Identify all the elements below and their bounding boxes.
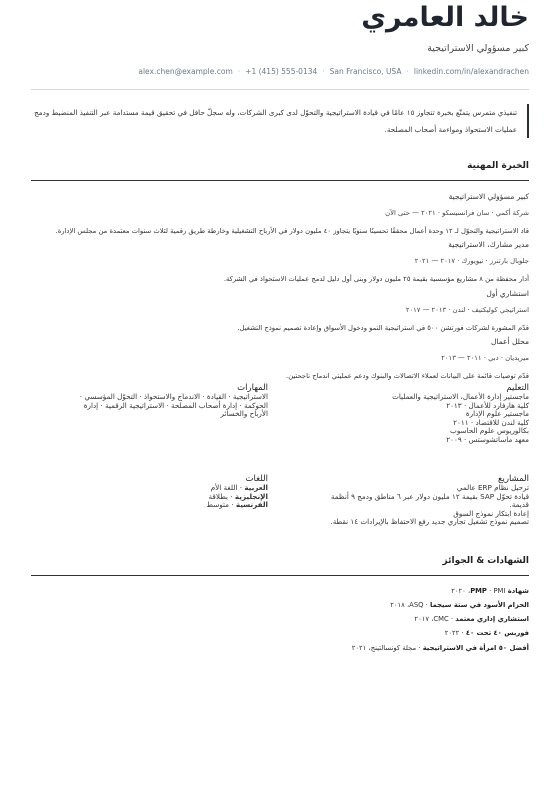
cert-detail: ASQ، ٢٠١٨ [390,601,424,609]
project-line: قيادة تحوّل SAP بقيمة ١٢ مليون دولار عبر ٦ مناطق ودمج ٩ أنظمة [330,491,529,501]
education-section [299,383,529,445]
job-role: مدير مشارك، الاستراتيجية [448,240,529,249]
language-name: العربية [244,483,268,492]
candidate-name: خالد العامري [361,2,529,33]
language-name: الفرنسية [235,500,268,510]
education-line: كلية هارفارد للأعمال · ٢٠١٣ [446,400,529,410]
education-line: بكالوريوس علوم الحاسوب [450,426,529,436]
contact-linkedin[interactable]: linkedin.com/in/alexandrachen [413,67,529,76]
cert-name: الحزام الأسود في ستة سيجما [430,601,529,609]
language-item [32,501,268,510]
cert-detail: ٢٠٢٢ [444,629,460,637]
cert-detail: مجلة كونسالتينج، ٢٠٢١ [351,644,417,652]
cert-name: فوربس ٤٠ تحت ٤٠ [465,629,529,637]
contact-separator: · [406,67,409,76]
skills-line: الاستراتيجية · القيادة · الاندماج والاستحواذ · التحوّل المؤسسي · [79,392,268,401]
cert-separator: · [489,587,492,595]
candidate-role: كبير مسؤولي الاستراتيجية [427,43,529,54]
education-title: التعليم [506,383,529,393]
contact-email[interactable]: alex.chen@example.com [138,67,233,76]
skills-section [32,383,268,419]
job-role: كبير مسؤولي الاستراتيجية [448,192,529,201]
job-description: أدار محفظة من ٨ مشاريع مؤسسية بقيمة ٢٥ مليون دولار وبنى أول دليل لدمج عمليات الاستحواذ في الشركة. [223,275,529,283]
cert-item [390,601,529,609]
skills-title: المهارات [237,383,268,393]
contact-separator: · [237,67,241,76]
language-name: الإنجليزية [234,491,268,501]
job-role: محلل أعمال [490,337,529,346]
cert-name: أفضل ٥٠ امرأة في الاستراتيجية [422,644,529,652]
project-line: قديمة. [509,500,529,510]
languages-title: اللغات [245,474,268,484]
cert-separator: · [425,601,428,609]
contact-phone[interactable]: +1 (415) 555-0134 [245,67,318,76]
project-line: تصميم نموذج تشغيل تجاري جديد رفع الاحتفاظ بالإيرادات ١٤ نقطة. [330,517,529,527]
job-description: قدّم توصيات قائمة على البيانات لعملاء الاتصالات والبنوك ودعم عمليتي اندماج ناجحتين. [286,372,529,380]
education-line: كلية لندن للاقتصاد · ٢٠١١ [453,417,529,427]
cert-name: استشاري إداري معتمد [455,615,529,623]
project-line: إعادة ابتكار نموذج السوق [453,508,529,518]
contact-line [138,67,529,76]
projects-title: المشاريع [497,474,529,484]
job-role: استشاري أول [486,289,529,298]
projects-section [299,474,529,527]
job-description: قدّم المشورة لشركات فورتشن ٥٠٠ في استراتيجية النمو ودخول الأسواق وإعادة تصميم نموذج التشغيل. [237,324,529,332]
skills-line: الحوكمة · إدارة أصحاب المصلحة · الاستراتيجية الرقمية · إدارة [83,400,268,410]
job-description: قاد الاستراتيجية والتحوّل لـ ١٢ وحدة أعمال محققًا تحسينًا سنويًا يتجاوز ٤٠ مليون دولار في الأرباح التشغيلية وخارطة طريق رقمية لثلاث سنوات معتمدة من مجلس الإدارة. [55,227,529,235]
cert-detail: CMC، ٢٠١٧ [414,615,449,623]
experience-divider [31,180,529,181]
education-line: معهد ماساتشوستس · ٢٠٠٩ [446,434,529,444]
language-separator: · [239,483,243,492]
cert-detail: PMI، ٢٠٢٠ [451,587,506,595]
language-separator: · [231,500,234,510]
language-level: اللغة الأم [210,483,238,492]
summary-text: تنفيذي متمرس يتمتّع بخبرة تتجاوز ١٥ عامًا في قيادة الاستراتيجية والتحوّل لدى كبرى الشركات، وله سجلّ حافل في تحقيق قيمة مستدامة عبر التنفيذ المنضبط ودمج عمليات الاستحواذ ومواءمة أصحاب المصلحة. [31,104,529,138]
job-meta: جلوبال بارتنرز · نيويورك · ٢٠١٧ — ٢٠٢١ [414,257,529,265]
contact-location: San Francisco, USA [329,67,402,76]
header-divider [31,89,529,90]
education-line: ماجستير إدارة الأعمال، الاستراتيجية والعمليات [392,392,529,401]
cert-item [451,587,529,595]
job-meta: ميريديان · دبي · ٢٠١١ — ٢٠١٣ [441,354,529,362]
cert-separator: · [450,615,454,623]
language-level: بطلاقة [208,491,229,501]
certs-divider [31,575,529,576]
experience-section-title: الخبرة المهنية [467,161,529,171]
education-line: ماجستير علوم الإدارة [465,409,529,419]
contact-separator: · [322,67,325,76]
certs-section-title: الشهادات & الجوائز [442,556,529,566]
project-line: ترحيل نظام ERP عالمي [456,483,529,492]
languages-section [32,474,268,510]
cert-separator: · [461,629,464,637]
skills-line: الأرباح والخسائر [220,409,268,419]
job-meta: استراتيجي كوليكتيف · لندن · ٢٠١٣ — ٢٠١٧ [405,306,529,314]
cert-item [414,615,529,623]
cert-item [352,644,529,652]
cert-item [445,629,529,637]
job-meta: شركة أكمي · سان فرانسيسكو · ٢٠٢١ — حتى الآن [385,209,529,217]
cert-name: شهادة PMP [470,587,529,595]
language-level: متوسط [206,500,229,510]
cert-separator: · [418,644,421,652]
language-separator: · [230,491,233,501]
